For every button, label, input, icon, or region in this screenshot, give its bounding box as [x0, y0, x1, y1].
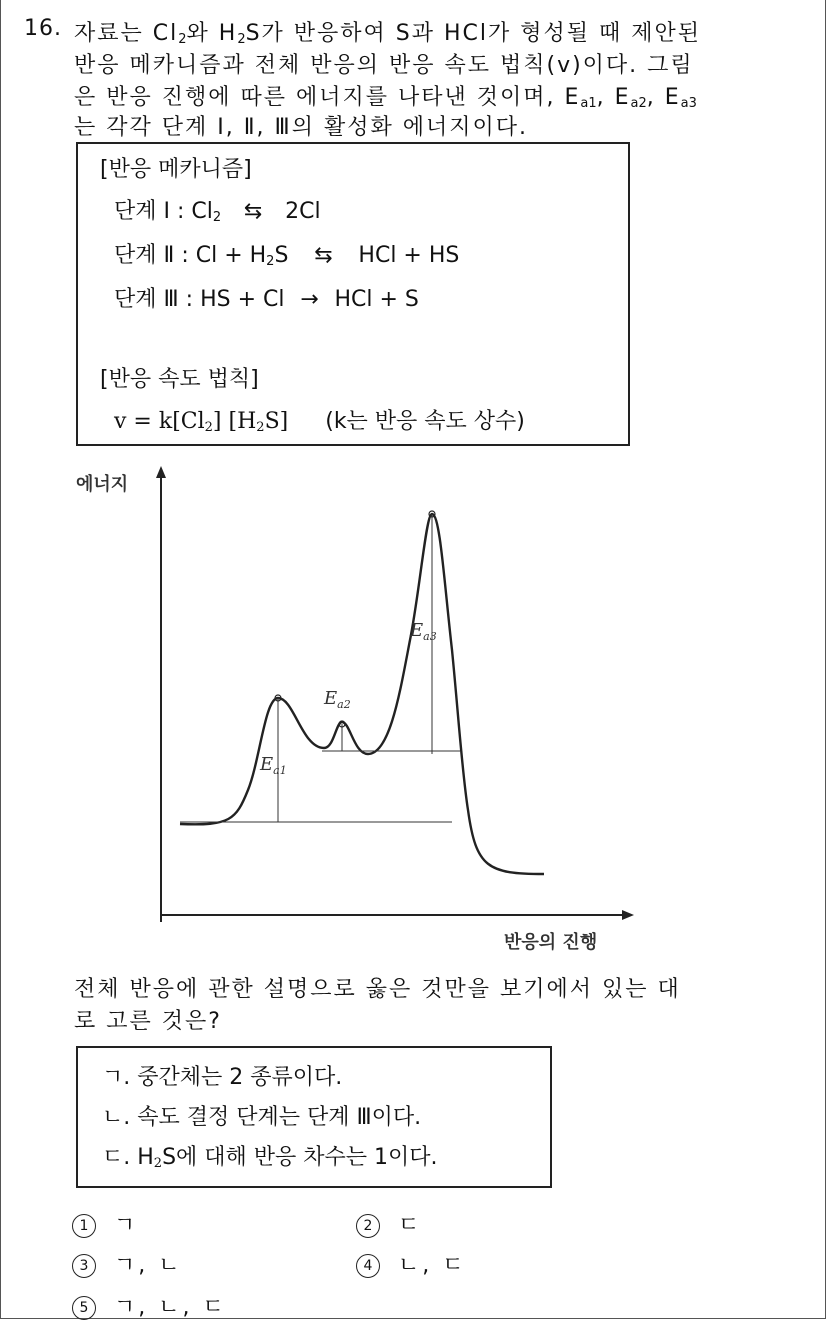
question-number: 16.: [24, 16, 62, 41]
statement-a: ㄱ. 중간체는 2 종류이다.: [102, 1065, 343, 1090]
energy-diagram: [60, 460, 660, 940]
ea2-label: $E_{a2}$: [324, 688, 351, 711]
option-number-badge: 1: [72, 1214, 96, 1238]
question-line-1: 자료는 $Cl_2$와 $H_2S$가 반응하여 S과 HCl가 형성될 때 제안된: [74, 21, 702, 47]
ea1-label: $E_{a1}$: [260, 754, 287, 777]
rate-heading: [반응 속도 법칙]: [100, 367, 259, 392]
question-line-3: 은 반응 진행에 따른 에너지를 나타낸 것이며, $E_{a1}$, $E_{a2}$, $E_{a3}$: [74, 85, 697, 111]
option-3[interactable]: 3 ㄱ, ㄴ: [72, 1248, 183, 1279]
option-number-badge: 3: [72, 1254, 96, 1278]
y-axis-label: 에너지: [76, 474, 129, 495]
x-axis-label: 반응의 진행: [504, 932, 598, 953]
question-line-4: 는 각각 단계 Ⅰ, Ⅱ, Ⅲ의 활성화 에너지이다.: [74, 115, 528, 140]
mechanism-box: [76, 142, 630, 446]
option-1[interactable]: 1 ㄱ: [72, 1208, 138, 1239]
prompt-line-2: 로 고른 것은?: [74, 1009, 222, 1034]
option-2[interactable]: 2 ㄷ: [356, 1208, 422, 1239]
option-4[interactable]: 4 ㄴ, ㄷ: [356, 1248, 467, 1279]
ea3-label: $E_{a3}$: [410, 620, 437, 643]
x-axis-arrow: [622, 910, 634, 920]
mechanism-heading: [반응 메카니즘]: [100, 157, 252, 182]
energy-curve: [180, 514, 544, 874]
step-3: 단계 Ⅲ : HS + Cl → HCl + S: [114, 287, 419, 312]
option-number-badge: 2: [356, 1214, 380, 1238]
prompt-line-1: 전체 반응에 관한 설명으로 옳은 것만을 보기에서 있는 대: [74, 977, 681, 1002]
y-axis-arrow: [156, 466, 166, 478]
option-number-badge: 4: [356, 1254, 380, 1278]
step-2: 단계 Ⅱ : $Cl + H_2S$ ⇆ HCl + HS: [114, 243, 460, 269]
option-5[interactable]: 5 ㄱ, ㄴ, ㄷ: [72, 1290, 227, 1321]
statement-c: ㄷ. $H_2S$에 대해 반응 차수는 1이다.: [102, 1145, 438, 1171]
statements-box: [76, 1046, 552, 1188]
step-1: 단계 Ⅰ : $Cl_2$ ⇆ 2Cl: [114, 199, 321, 225]
option-number-badge: 5: [72, 1296, 96, 1320]
statement-b: ㄴ. 속도 결정 단계는 단계 Ⅲ이다.: [102, 1105, 422, 1130]
question-line-2: 반응 메카니즘과 전체 반응의 반응 속도 법칙(v)이다. 그림: [74, 53, 694, 78]
rate-law: $v = k[Cl_2]$ $[H_2S]$ (k는 반응 속도 상수): [114, 409, 525, 435]
